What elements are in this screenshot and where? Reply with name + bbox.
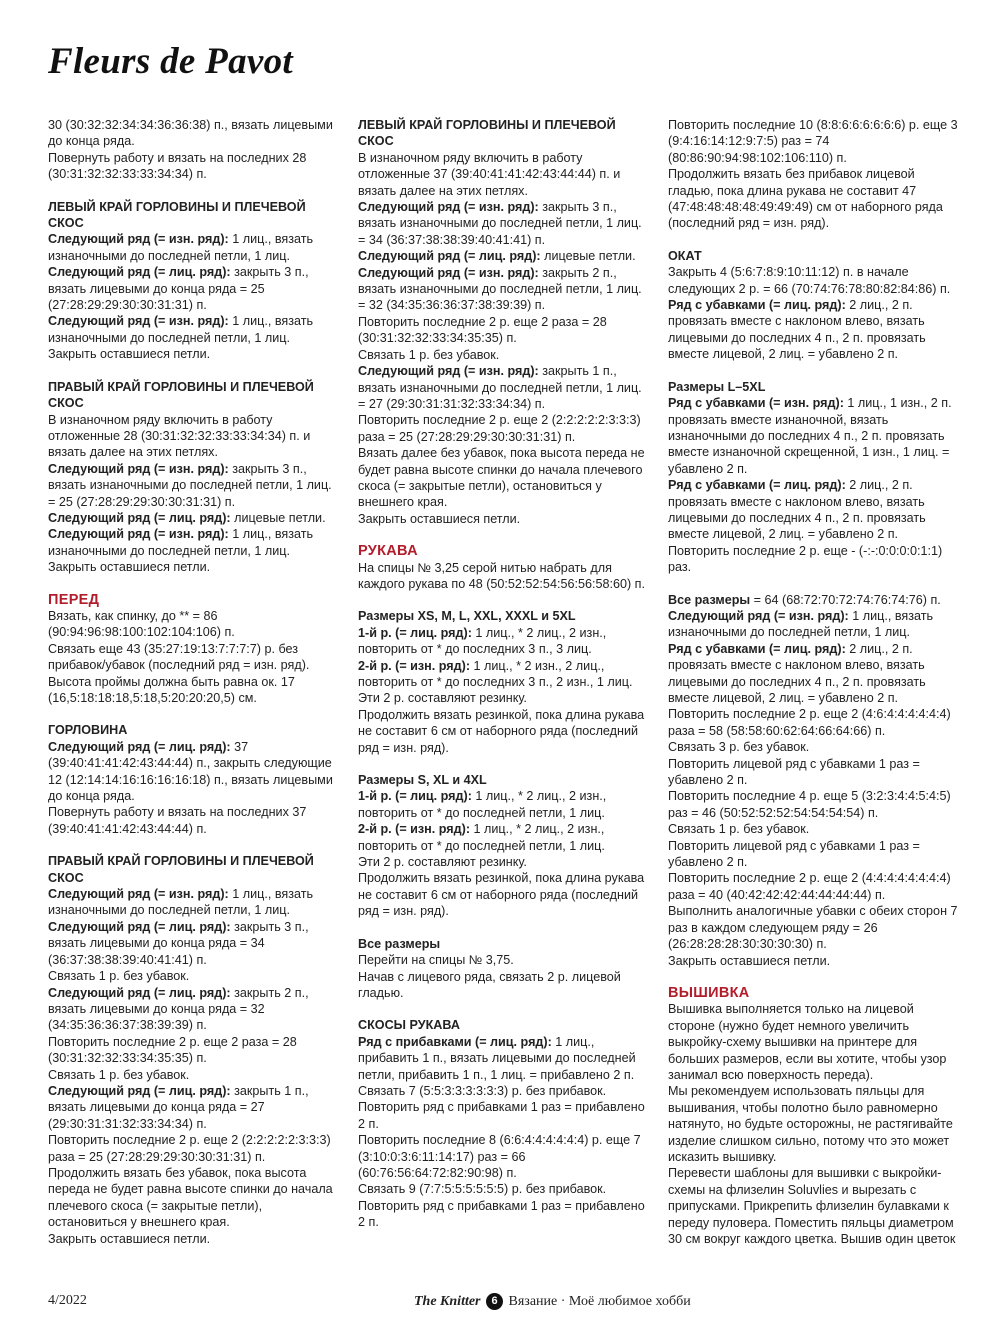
instruction-row: [668, 608, 960, 641]
paragraph: Повторить последние 2 р. еще - (-:-:0:0:0:0:1:1) раз.: [668, 543, 943, 575]
paragraph: Повторить последние 2 р. еще 2 (2:2:2:2:2:3:3:3) раза = 25 (27:28:29:29:30:30:31:31) п.: [358, 413, 641, 444]
paragraph: Закрыть 4 (5:6:7:8:9:10:11:12) п. в начале следующих 2 р. = 66 (70:74:76:78:80:82:84:86) п.: [668, 265, 951, 296]
subheading: ЛЕВЫЙ КРАЙ ГОРЛОВИНЫ И ПЛЕЧЕВОЙ СКОС: [358, 118, 616, 149]
paragraph: 30 (30:32:32:34:34:36:36:38) п., вязать лицевыми до конца ряда.: [48, 118, 333, 149]
instruction-row: [358, 658, 650, 691]
row-text: закрыть 1 п., вязать лицевыми до конца ряда = 27 (29:30:31:31:32:33:34:34) п.: [48, 1083, 309, 1131]
row-label: Следующий ряд (= изн. ряд):: [48, 461, 229, 476]
paragraph: Перевести шаблоны для вышивки с выкройки-схемы на флизелин Soluvlies и вырезать с припусками. Прикрепить флизелин булавками к переду пуловера. Поместить пяльцы диаметром 30 см вокруг каждого цветка. Вышив один цветок: [668, 1166, 956, 1246]
instruction-row: [668, 297, 960, 363]
paragraph: Связать 1 р. без убавок.: [358, 347, 500, 362]
issue-date: 4/2022: [48, 1293, 87, 1308]
instruction-row: [48, 526, 340, 559]
block-spacer: [358, 592, 650, 608]
paragraph: Начав с лицевого ряда, связать 2 р. лицевой гладью.: [358, 969, 621, 1000]
paragraph: Закрыть оставшиеся петли.: [358, 511, 521, 526]
row-text: закрыть 3 п., вязать изнаночными до последней петли, 1 лиц. = 25 (27:28:29:29:30:30:31:31) п.: [48, 461, 332, 509]
row-text: 2 лиц., 2 п. провязать вместе с наклоном влево, вязать лицевыми до последних 4 п., 2 п. провязать вместе лицевой, 2 лиц. = убавлено 2 п.: [668, 641, 926, 705]
paragraph: Повторить последние 8 (6:6:4:4:4:4:4:4) р. еще 7 (3:10:0:3:6:11:14:17) раз = 66 (60:76:56:64:72:82:90:98) п.: [358, 1133, 641, 1180]
paragraph: Повернуть работу и вязать на последних 28 (30:31:32:32:33:33:34:34) п.: [48, 150, 307, 182]
text-column-2: [358, 117, 650, 1231]
text-column-3: [668, 117, 960, 1247]
paragraph: Вышивка выполняется только на лицевой стороне (нужно будет немного увеличить выкройку-схему вышивки на принтере для больших размеров, если вы хотите, чтобы узор занимал всю поверхность переда).: [668, 1002, 947, 1082]
row-text: 1 лиц., * 2 лиц., 2 изн., повторить от * до последней петли, 1 лиц.: [358, 789, 607, 820]
row-label: Следующий ряд (= лиц. ряд):: [48, 510, 231, 525]
paragraph: Повторить последние 2 р. еще 2 (4:6:4:4:4:4:4:4) раза = 58 (58:58:60:62:64:66:64:66) п.: [668, 707, 951, 738]
instruction-row: [358, 199, 650, 248]
row-label: Следующий ряд (= лиц. ряд):: [48, 739, 231, 754]
paragraph: Связать 1 р. без убавок.: [48, 969, 190, 984]
row-text: 1 лиц., * 2 лиц., 2 изн., повторить от * до последних 3 п., 3 лиц.: [358, 625, 607, 657]
row-label: Следующий ряд (= изн. ряд):: [358, 265, 539, 280]
row-text: лицевые петли.: [540, 249, 636, 264]
row-text: закрыть 3 п., вязать изнаночными до последней петли, 1 лиц. = 34 (36:37:38:38:39:40:41:41) п.: [358, 200, 642, 247]
text-column-1: [48, 117, 340, 1247]
instruction-row: [358, 788, 650, 821]
row-label: Следующий ряд (= лиц. ряд):: [358, 249, 541, 264]
block-spacer: [668, 232, 960, 248]
paragraph: Вязать, как спинку, до ** = 86 (90:94:96:98:100:102:104:106) п.: [48, 608, 235, 640]
subheading: Размеры L–5XL: [668, 379, 766, 394]
instruction-row: [668, 641, 960, 707]
row-label: Ряд с убавками (= лиц. ряд):: [668, 641, 846, 656]
instruction-row: [668, 592, 960, 608]
instruction-row: [48, 264, 340, 313]
row-label: Следующий ряд (= лиц. ряд):: [48, 985, 231, 1000]
row-label: Ряд с убавками (= лиц. ряд):: [668, 298, 846, 313]
paragraph: Закрыть оставшиеся петли.: [48, 1231, 211, 1246]
row-text: лицевые петли.: [230, 510, 326, 525]
paragraph: Связать 1 р. без убавок.: [668, 822, 810, 837]
row-label: Следующий ряд (= изн. ряд):: [668, 608, 849, 623]
paragraph: Повернуть работу и вязать на последних 37 (39:40:41:41:42:43:44:44) п.: [48, 805, 307, 836]
row-text: закрыть 2 п., вязать лицевыми до конца ряда = 32 (34:35:36:36:37:38:39:39) п.: [48, 985, 309, 1033]
paragraph: Перейти на спицы № 3,75.: [358, 953, 514, 968]
paragraph: Повторить последние 10 (8:8:6:6:6:6:6:6) р. еще 3 (9:4:16:14:12:9:7:5) раз = 74 (80:86:90:94:98:102:106:110) п.: [668, 118, 958, 165]
subheading: ЛЕВЫЙ КРАЙ ГОРЛОВИНЫ И ПЛЕЧЕВОЙ СКОС: [48, 199, 306, 231]
paragraph: Повторить лицевой ряд с убавками 1 раз = убавлено 2 п.: [668, 838, 920, 870]
row-label: Следующий ряд (= лиц. ряд):: [48, 1083, 231, 1098]
row-label: Следующий ряд (= изн. ряд):: [48, 527, 229, 542]
paragraph: Продолжить вязать резинкой, пока длина рукава не составит 6 см от наборного ряда (последний ряд = изн. ряд).: [358, 871, 645, 919]
paragraph: На спицы № 3,25 серой нитью набрать для каждого рукава по 48 (50:52:52:54:56:56:58:60) п.: [358, 560, 645, 591]
instruction-row: [358, 248, 650, 264]
instruction-row: [358, 821, 650, 854]
row-text: 1 лиц., 1 изн., 2 п. провязать вместе изнаночной, вязать изнаночными до последних 4 п., 2 п. провязать вместе изнаночной скрещенной, 1 изн., 1 лиц. = убавлено 2 п.: [668, 396, 952, 476]
instruction-row: [358, 265, 650, 314]
paragraph: Связать 9 (7:7:5:5:5:5:5:5) р. без прибавок.: [358, 1182, 607, 1197]
row-text: 1 лиц., * 2 изн., 2 лиц., повторить от * до последних 3 п., 2 изн., 1 лиц.: [358, 658, 633, 689]
instruction-row: [48, 461, 340, 510]
instruction-row: [48, 886, 340, 919]
paragraph: Эти 2 р. составляют резинку.: [358, 855, 527, 870]
paragraph: Продолжить вязать без убавок, пока высота переда не будет равна высоте спинки до начала плечевого скоса (= закрытые петли), остановиться у внешнего края.: [48, 1165, 333, 1230]
row-label: Все размеры: [668, 592, 751, 607]
block-spacer: [48, 706, 340, 722]
row-text: 1 лиц., вязать изнаночными до последней петли, 1 лиц.: [48, 314, 314, 345]
block-spacer: [48, 837, 340, 853]
paragraph: Повторить последние 2 р. еще 2 (4:4:4:4:4:4:4:4) раза = 40 (40:42:42:42:44:44:44:44) п.: [668, 871, 951, 902]
row-text: 37 (39:40:41:41:42:43:44:44) п., закрыть следующие 12 (12:14:14:16:16:16:16:18) п., вязать лицевыми до конца ряда.: [48, 739, 333, 804]
row-text: 1 лиц., * 2 лиц., 2 изн., повторить от * до последней петли, 1 лиц.: [358, 822, 605, 853]
row-text: 1 лиц., вязать изнаночными до последней петли, 1 лиц.: [48, 232, 314, 263]
instruction-row: [48, 985, 340, 1034]
paragraph: Повторить последние 2 р. еще 2 (2:2:2:2:2:3:3:3) раза = 25 (27:28:29:29:30:30:31:31) п.: [48, 1133, 331, 1164]
paragraph: Повторить последние 2 р. еще 2 раза = 28 (30:31:32:32:33:34:35:35) п.: [48, 1034, 297, 1066]
instruction-row: [668, 395, 960, 477]
row-label: 2-й р. (= изн. ряд):: [358, 658, 471, 673]
row-label: Следующий ряд (= лиц. ряд):: [48, 265, 231, 280]
paragraph: Закрыть оставшиеся петли.: [48, 347, 211, 362]
subheading: ГОРЛОВИНА: [48, 723, 128, 738]
subheading: ПРАВЫЙ КРАЙ ГОРЛОВИНЫ И ПЛЕЧЕВОЙ СКОС: [48, 379, 314, 411]
paragraph: Связать 3 р. без убавок.: [668, 740, 810, 755]
paragraph: Вязать далее без убавок, пока высота переда не будет равна высоте спинки до начала плечевого скоса (= закрытые петли), остановиться у внешнего края.: [358, 446, 645, 510]
instruction-row: [668, 477, 960, 543]
row-label: 2-й р. (= изн. ряд):: [358, 822, 471, 837]
paragraph: Продолжить вязать без прибавок лицевой гладью, пока длина рукава не составит 47 (47:48:48:48:48:49:49:49) см от наборного ряда (последний ряд = изн. ряд).: [668, 167, 943, 231]
row-text: 2 лиц., 2 п. провязать вместе с наклоном влево, вязать лицевыми до последних 4 п., 2 п. провязать вместе лицевой, 2 лиц. = убавлено 2 п.: [668, 478, 926, 542]
magazine-brand: The Knitter: [414, 1294, 481, 1309]
subheading: СКОСЫ РУКАВА: [358, 1018, 460, 1033]
row-label: Следующий ряд (= изн. ряд):: [358, 364, 539, 379]
page-title: Fleurs de Pavot: [48, 41, 293, 82]
paragraph: В изнаночном ряду включить в работу отложенные 37 (39:40:41:41:42:43:44:44) п. и вязать далее на этих петлях.: [358, 150, 621, 198]
paragraph: Повторить последние 4 р. еще 5 (3:2:3:4:4:5:4:5) раз = 46 (50:52:52:52:54:54:54:54) п.: [668, 789, 951, 820]
row-label: Ряд с убавками (= изн. ряд):: [668, 396, 844, 411]
instruction-row: [48, 919, 340, 968]
section-heading: ВЫШИВКА: [668, 984, 750, 1001]
paragraph: Связать 7 (5:5:3:3:3:3:3:3) р. без прибавок.: [358, 1083, 607, 1098]
footer-branding: [414, 1293, 691, 1310]
block-spacer: [358, 527, 650, 543]
row-text: 1 лиц., прибавить 1 п., вязать лицевыми до последней петли, прибавить 1 п., 1 лиц. = прибавлено 2 п.: [358, 1034, 636, 1082]
paragraph: Повторить ряд с прибавками 1 раз = прибавлено 2 п.: [358, 1100, 645, 1131]
row-label: Следующий ряд (= изн. ряд):: [358, 200, 539, 215]
paragraph: Мы рекомендуем использовать пяльцы для вышивания, чтобы полотно было равномерно натянуто, но будьте осторожны, не растягивайте изделие слишком сильно, потому что это может исказить вышивку.: [668, 1084, 953, 1164]
instruction-row: [48, 231, 340, 264]
paragraph: В изнаночном ряду включить в работу отложенные 28 (30:31:32:32:33:33:34:34) п. и вязать далее на этих петлях.: [48, 412, 311, 460]
subheading: Размеры XS, M, L, XXL, XXXL и 5XL: [358, 609, 576, 624]
instruction-row: [48, 313, 340, 346]
magazine-tagline: Вязание · Моё любимое хобби: [508, 1294, 691, 1309]
paragraph: Закрыть оставшиеся петли.: [48, 560, 211, 575]
row-label: 1-й р. (= лиц. ряд):: [358, 789, 472, 804]
row-text: закрыть 1 п., вязать изнаночными до последней петли, 1 лиц. = 27 (29:30:31:31:32:33:34:34) п.: [358, 364, 642, 411]
row-text: 2 лиц., 2 п. провязать вместе с наклоном влево, вязать лицевыми до последних 4 п., 2 п. провязать вместе лицевой, 2 лиц. = убавлено 2 п.: [668, 298, 926, 362]
paragraph: Связать еще 43 (35:27:19:13:7:7:7:7) р. без прибавок/убавок (последний ряд = изн. ряд). Высота проймы должна быть равна ок. 17 (16,5:18:18:18,5:18,5:20:20:20,5) см.: [48, 641, 310, 705]
block-spacer: [358, 1001, 650, 1017]
row-text: 1 лиц., вязать изнаночными до последней петли, 1 лиц.: [48, 527, 314, 558]
row-text: закрыть 3 п., вязать лицевыми до конца ряда = 34 (36:37:38:38:39:40:41:41) п.: [48, 919, 309, 967]
row-text: закрыть 2 п., вязать изнаночными до последней петли, 1 лиц. = 32 (34:35:36:36:37:38:39:39) п.: [358, 265, 642, 313]
block-spacer: [668, 576, 960, 592]
block-spacer: [48, 183, 340, 199]
subheading: ПРАВЫЙ КРАЙ ГОРЛОВИНЫ И ПЛЕЧЕВОЙ СКОС: [48, 854, 314, 885]
block-spacer: [358, 756, 650, 772]
subheading: Размеры S, XL и 4XL: [358, 773, 487, 788]
instruction-row: [358, 363, 650, 412]
paragraph: Выполнить аналогичные убавки с обеих сторон 7 раз в каждом следующем ряду = 26 (26:28:28:28:30:30:30:30) п.: [668, 904, 958, 952]
row-label: Следующий ряд (= изн. ряд):: [48, 314, 229, 329]
instruction-row: [48, 510, 340, 526]
row-text: 1 лиц., вязать изнаночными до последней петли, 1 лиц.: [668, 608, 934, 640]
paragraph: Связать 1 р. без убавок.: [48, 1067, 190, 1082]
paragraph: Продолжить вязать резинкой, пока длина рукава не составит 6 см от наборного ряда (последний ряд = изн. ряд).: [358, 707, 645, 755]
subheading: ОКАТ: [668, 248, 702, 263]
row-text: 1 лиц., вязать изнаночными до последней петли, 1 лиц.: [48, 887, 314, 918]
paragraph: Повторить ряд с прибавками 1 раз = прибавлено 2 п.: [358, 1198, 645, 1230]
row-text: = 64 (68:72:70:72:74:76:74:76) п.: [750, 592, 941, 607]
paragraph: Повторить лицевой ряд с убавками 1 раз = убавлено 2 п.: [668, 756, 920, 788]
instruction-row: [48, 1083, 340, 1132]
instruction-row: [48, 739, 340, 805]
row-label: Следующий ряд (= изн. ряд):: [48, 232, 229, 247]
row-text: закрыть 3 п., вязать лицевыми до конца ряда = 25 (27:28:29:29:30:30:31:31) п.: [48, 265, 309, 313]
block-spacer: [668, 363, 960, 379]
subheading: Все размеры: [358, 936, 441, 951]
section-heading: ПЕРЕД: [48, 591, 100, 608]
block-spacer: [668, 969, 960, 985]
row-label: Следующий ряд (= лиц. ряд):: [48, 919, 231, 934]
row-label: Следующий ряд (= изн. ряд):: [48, 887, 229, 902]
block-spacer: [358, 920, 650, 936]
row-label: 1-й р. (= лиц. ряд):: [358, 625, 472, 640]
section-heading: РУКАВА: [358, 543, 418, 560]
page-number: 6: [486, 1293, 503, 1310]
row-label: Ряд с убавками (= лиц. ряд):: [668, 478, 846, 493]
paragraph: Эти 2 р. составляют резинку.: [358, 691, 527, 706]
paragraph: Повторить последние 2 р. еще 2 раза = 28 (30:31:32:32:33:34:35:35) п.: [358, 314, 607, 346]
block-spacer: [48, 363, 340, 379]
instruction-row: [358, 1034, 650, 1083]
paragraph: Закрыть оставшиеся петли.: [668, 953, 831, 968]
row-label: Ряд с прибавками (= лиц. ряд):: [358, 1034, 552, 1049]
block-spacer: [48, 576, 340, 592]
instruction-row: [358, 625, 650, 658]
